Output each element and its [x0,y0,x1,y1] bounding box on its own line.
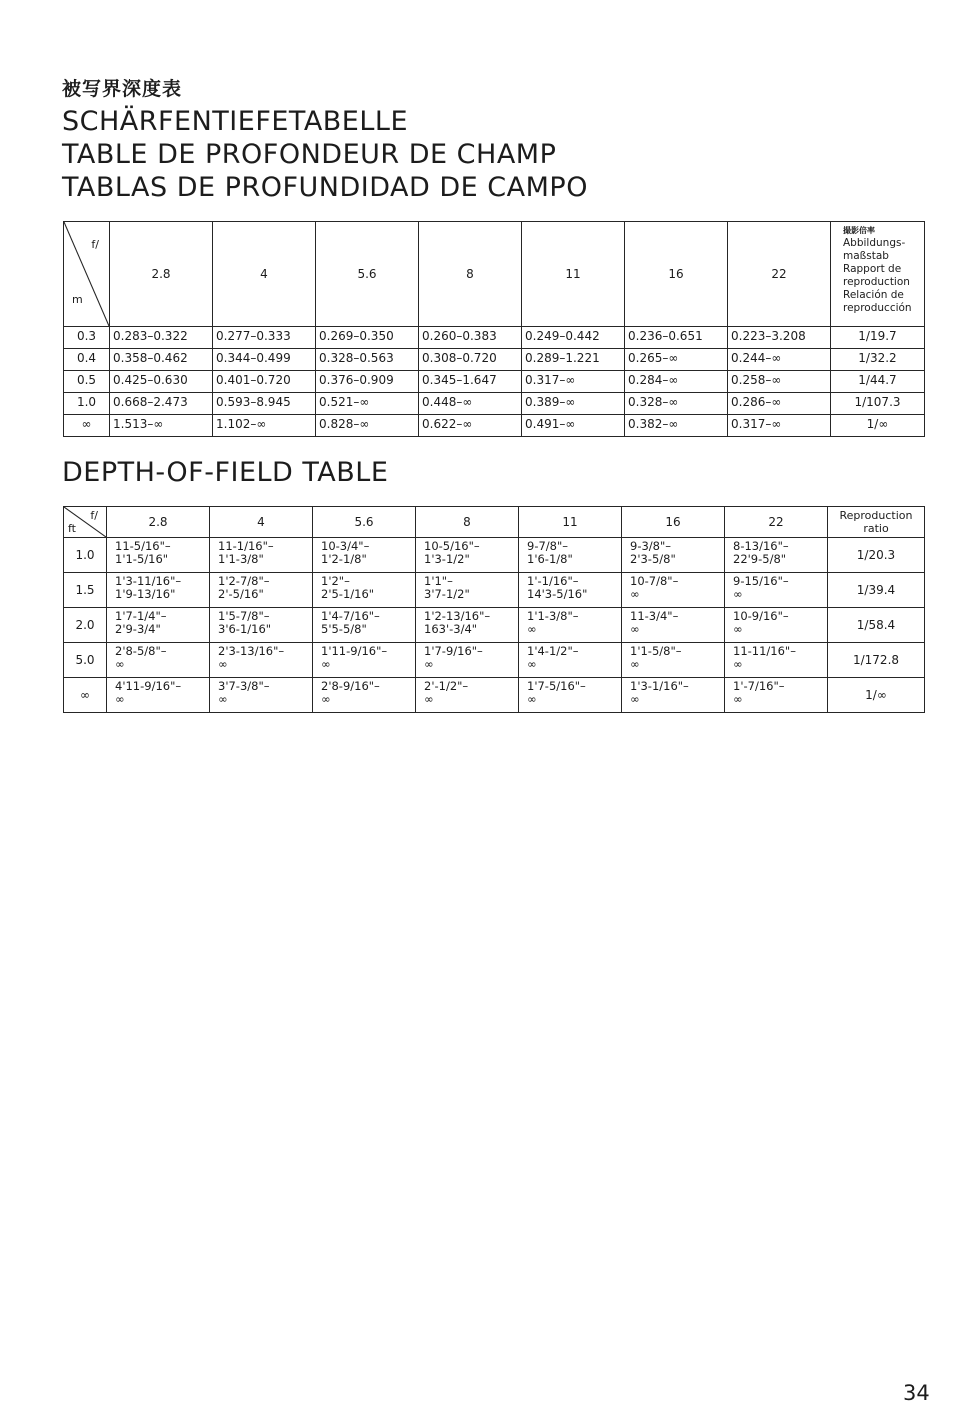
dof-range-cell [313,608,416,643]
near-limit: 2'3-13/16"– [218,644,285,658]
dof-range-cell [622,573,725,608]
page-number: 34 [903,1381,930,1405]
ratio-cell: 1/19.7 [831,327,925,349]
dof-range-cell [622,608,725,643]
far-limit: 3'6-1/16" [218,621,272,636]
distance-cell: 0.4 [64,349,110,371]
metric-aperture-header: 4 [213,222,316,327]
far-limit: 2'5-1/16" [321,586,375,601]
far-limit: ∞ [733,621,743,636]
ratio-header-line: maßstab [843,250,889,262]
imperial-aperture-label: f/ [90,509,98,522]
distance-cell: ∞ [64,415,110,437]
distance-cell: 2.0 [64,608,107,643]
dof-range-cell: 0.269–0.350 [316,327,419,349]
distance-cell: 0.5 [64,371,110,393]
dof-range-cell: 0.265–∞ [625,349,728,371]
far-limit: ∞ [115,656,125,671]
dof-range-cell: 0.448–∞ [419,393,522,415]
imperial-aperture-header: 22 [725,507,828,538]
far-limit: 1'1-3/8" [218,551,264,566]
far-limit: ∞ [218,656,228,671]
imperial-aperture-header: 16 [622,507,725,538]
dof-range-cell: 0.382–∞ [625,415,728,437]
ratio-header-line: Abbildungs- [843,237,906,249]
metric-table-row [64,349,925,371]
far-limit: 14'3-5/16" [527,586,588,601]
far-limit: ∞ [218,691,228,706]
near-limit: 10-9/16"– [733,609,789,623]
dof-range-cell: 0.521–∞ [316,393,419,415]
near-limit: 2'8-5/8"– [115,644,167,658]
dof-range-cell: 0.258–∞ [728,371,831,393]
dof-range-cell: 0.593–8.945 [213,393,316,415]
far-limit: ∞ [424,691,434,706]
dof-range-cell: 0.622–∞ [419,415,522,437]
dof-range-cell [725,678,828,713]
near-limit: 2'-1/2"– [424,679,469,693]
near-limit: 10-3/4"– [321,539,370,553]
dof-range-cell [416,643,519,678]
dof-range-cell [622,538,725,573]
dof-range-cell: 0.345–1.647 [419,371,522,393]
ratio-cell: 1/44.7 [831,371,925,393]
near-limit: 8-13/16"– [733,539,789,553]
far-limit: ∞ [630,656,640,671]
dof-range-cell [210,538,313,573]
dof-range-cell: 0.828–∞ [316,415,419,437]
dof-range-cell: 0.286–∞ [728,393,831,415]
near-limit: 9-15/16"– [733,574,789,588]
imperial-aperture-header: 5.6 [313,507,416,538]
dof-range-cell [313,643,416,678]
near-limit: 1'-7/16"– [733,679,785,693]
title-chinese: 被写界深度表 [62,78,183,100]
ratio-header-line: Relación de [843,289,904,301]
dof-range-cell [107,573,210,608]
metric-depth-of-field-table [63,221,925,437]
dof-range-cell: 0.223–3.208 [728,327,831,349]
imperial-ratio-header [828,507,925,538]
near-limit: 4'11-9/16"– [115,679,182,693]
near-limit: 1'1-5/8"– [630,644,682,658]
near-limit: 1'4-7/16"– [321,609,380,623]
near-limit: 1'1"– [424,574,453,588]
dof-range-cell [725,573,828,608]
ratio-cell: 1/39.4 [828,573,925,608]
dof-range-cell: 0.317–∞ [522,371,625,393]
far-limit: ∞ [527,621,537,636]
imperial-distance-label: ft [68,522,76,535]
near-limit: 11-3/4"– [630,609,679,623]
dof-range-cell [519,678,622,713]
metric-aperture-header: 8 [419,222,522,327]
near-limit: 11-11/16"– [733,644,796,658]
title-spanish: TABLAS DE PROFUNDIDAD DE CAMPO [62,172,588,203]
dof-range-cell [210,608,313,643]
dof-range-cell: 0.328–∞ [625,393,728,415]
far-limit: ∞ [733,586,743,601]
ratio-cell: 1/32.2 [831,349,925,371]
near-limit: 3'7-3/8"– [218,679,270,693]
dof-range-cell [313,573,416,608]
far-limit: ∞ [527,691,537,706]
imperial-corner-cell [64,507,107,538]
imperial-table-row [64,538,925,573]
imperial-aperture-header: 2.8 [107,507,210,538]
dof-range-cell [107,608,210,643]
near-limit: 1'2-13/16"– [424,609,491,623]
dof-range-cell [519,608,622,643]
near-limit: 1'11-9/16"– [321,644,388,658]
dof-range-cell [210,573,313,608]
far-limit: ∞ [733,691,743,706]
near-limit: 1'2"– [321,574,350,588]
ratio-header-line: reproduction [843,276,910,288]
dof-range-cell: 0.389–∞ [522,393,625,415]
far-limit: 163'-3/4" [424,621,478,636]
metric-aperture-header: 16 [625,222,728,327]
imperial-table-row [64,573,925,608]
dof-range-cell [416,608,519,643]
near-limit: 10-5/16"– [424,539,480,553]
dof-range-cell [107,538,210,573]
near-limit: 11-5/16"– [115,539,171,553]
near-limit: 1'7-9/16"– [424,644,483,658]
metric-aperture-label: f/ [91,238,99,251]
dof-range-cell: 0.249–0.442 [522,327,625,349]
far-limit: ∞ [630,691,640,706]
imperial-table-row [64,678,925,713]
imperial-header-row [64,507,925,538]
imperial-aperture-header: 11 [519,507,622,538]
dof-range-cell: 0.425–0.630 [110,371,213,393]
dof-range-cell [519,573,622,608]
dof-range-cell: 0.668–2.473 [110,393,213,415]
ratio-cell: 1/58.4 [828,608,925,643]
dof-range-cell [725,643,828,678]
ratio-header-line: Rapport de [843,263,902,275]
ratio-cell: 1/172.8 [828,643,925,678]
near-limit: 9-7/8"– [527,539,569,553]
metric-aperture-header: 2.8 [110,222,213,327]
ratio-header-chinese: 撮影倍率 [843,226,875,235]
dof-range-cell: 0.283–0.322 [110,327,213,349]
far-limit: ∞ [424,656,434,671]
metric-table-row [64,327,925,349]
dof-range-cell [725,608,828,643]
metric-ratio-header [831,222,925,327]
far-limit: ∞ [321,656,331,671]
metric-table-row [64,415,925,437]
dof-range-cell: 0.277–0.333 [213,327,316,349]
ratio-cell: 1/107.3 [831,393,925,415]
far-limit: ∞ [527,656,537,671]
near-limit: 11-1/16"– [218,539,274,553]
near-limit: 9-3/8"– [630,539,672,553]
far-limit: ∞ [733,656,743,671]
far-limit: 22'9-5/8" [733,551,787,566]
distance-cell: ∞ [64,678,107,713]
dof-range-cell: 0.317–∞ [728,415,831,437]
imperial-aperture-header: 8 [416,507,519,538]
depth-of-field-title: DEPTH-OF-FIELD TABLE [62,457,389,488]
metric-aperture-header: 11 [522,222,625,327]
title-block [62,74,588,204]
dof-range-cell: 0.289–1.221 [522,349,625,371]
dof-range-cell: 0.376–0.909 [316,371,419,393]
ratio-cell: 1/∞ [828,678,925,713]
near-limit: 1'3-11/16"– [115,574,182,588]
far-limit: 5'5-5/8" [321,621,367,636]
far-limit: 1'3-1/2" [424,551,470,566]
metric-table-row [64,393,925,415]
dof-range-cell: 0.401–0.720 [213,371,316,393]
metric-aperture-header: 5.6 [316,222,419,327]
near-limit: 1'3-1/16"– [630,679,689,693]
near-limit: 1'7-5/16"– [527,679,586,693]
dof-range-cell: 0.236–0.651 [625,327,728,349]
distance-cell: 1.5 [64,573,107,608]
distance-cell: 5.0 [64,643,107,678]
far-limit: ∞ [630,621,640,636]
far-limit: 2'-5/16" [218,586,264,601]
metric-distance-label: m [72,293,83,306]
dof-range-cell [416,538,519,573]
far-limit: ∞ [115,691,125,706]
far-limit: ∞ [630,586,640,601]
near-limit: 1'7-1/4"– [115,609,167,623]
dof-range-cell: 0.308–0.720 [419,349,522,371]
ratio-cell: 1/20.3 [828,538,925,573]
metric-corner-cell [64,222,110,327]
distance-cell: 1.0 [64,393,110,415]
far-limit: 1'1-5/16" [115,551,169,566]
dof-range-cell [107,678,210,713]
far-limit: 3'7-1/2" [424,586,470,601]
dof-range-cell: 0.284–∞ [625,371,728,393]
far-limit: 1'9-13/16" [115,586,176,601]
dof-range-cell [107,643,210,678]
near-limit: 1'1-3/8"– [527,609,579,623]
dof-range-cell [313,678,416,713]
dof-range-cell [622,643,725,678]
title-french: TABLE DE PROFONDEUR DE CHAMP [62,139,557,170]
near-limit: 2'8-9/16"– [321,679,380,693]
dof-range-cell [210,678,313,713]
dof-range-cell: 0.260–0.383 [419,327,522,349]
ratio-cell: 1/∞ [831,415,925,437]
dof-range-cell [210,643,313,678]
near-limit: 1'-1/16"– [527,574,579,588]
near-limit: 1'4-1/2"– [527,644,579,658]
metric-table-row [64,371,925,393]
far-limit: 1'2-1/8" [321,551,367,566]
distance-cell: 0.3 [64,327,110,349]
dof-range-cell [622,678,725,713]
imperial-depth-of-field-table [63,506,925,713]
imperial-table-row [64,643,925,678]
dof-range-cell [416,678,519,713]
near-limit: 1'5-7/8"– [218,609,270,623]
dof-range-cell: 0.328–0.563 [316,349,419,371]
dof-range-cell: 0.491–∞ [522,415,625,437]
ratio-header-line: Reproduction [839,509,913,522]
metric-aperture-header: 22 [728,222,831,327]
far-limit: 2'9-3/4" [115,621,161,636]
metric-header-row [64,222,925,327]
dof-range-cell [725,538,828,573]
distance-cell: 1.0 [64,538,107,573]
near-limit: 10-7/8"– [630,574,679,588]
near-limit: 1'2-7/8"– [218,574,270,588]
imperial-table-row [64,608,925,643]
dof-range-cell [519,538,622,573]
ratio-header-line: reproducción [843,302,912,314]
dof-range-cell: 0.244–∞ [728,349,831,371]
title-german: SCHÄRFENTIEFETABELLE [62,106,409,137]
ratio-header-line: ratio [863,522,889,535]
far-limit: 2'3-5/8" [630,551,676,566]
dof-range-cell: 0.358–0.462 [110,349,213,371]
dof-range-cell: 0.344–0.499 [213,349,316,371]
dof-range-cell [313,538,416,573]
dof-range-cell: 1.102–∞ [213,415,316,437]
dof-range-cell: 1.513–∞ [110,415,213,437]
dof-range-cell [416,573,519,608]
diagonal-divider [64,222,109,326]
far-limit: 1'6-1/8" [527,551,573,566]
far-limit: ∞ [321,691,331,706]
imperial-aperture-header: 4 [210,507,313,538]
dof-range-cell [519,643,622,678]
